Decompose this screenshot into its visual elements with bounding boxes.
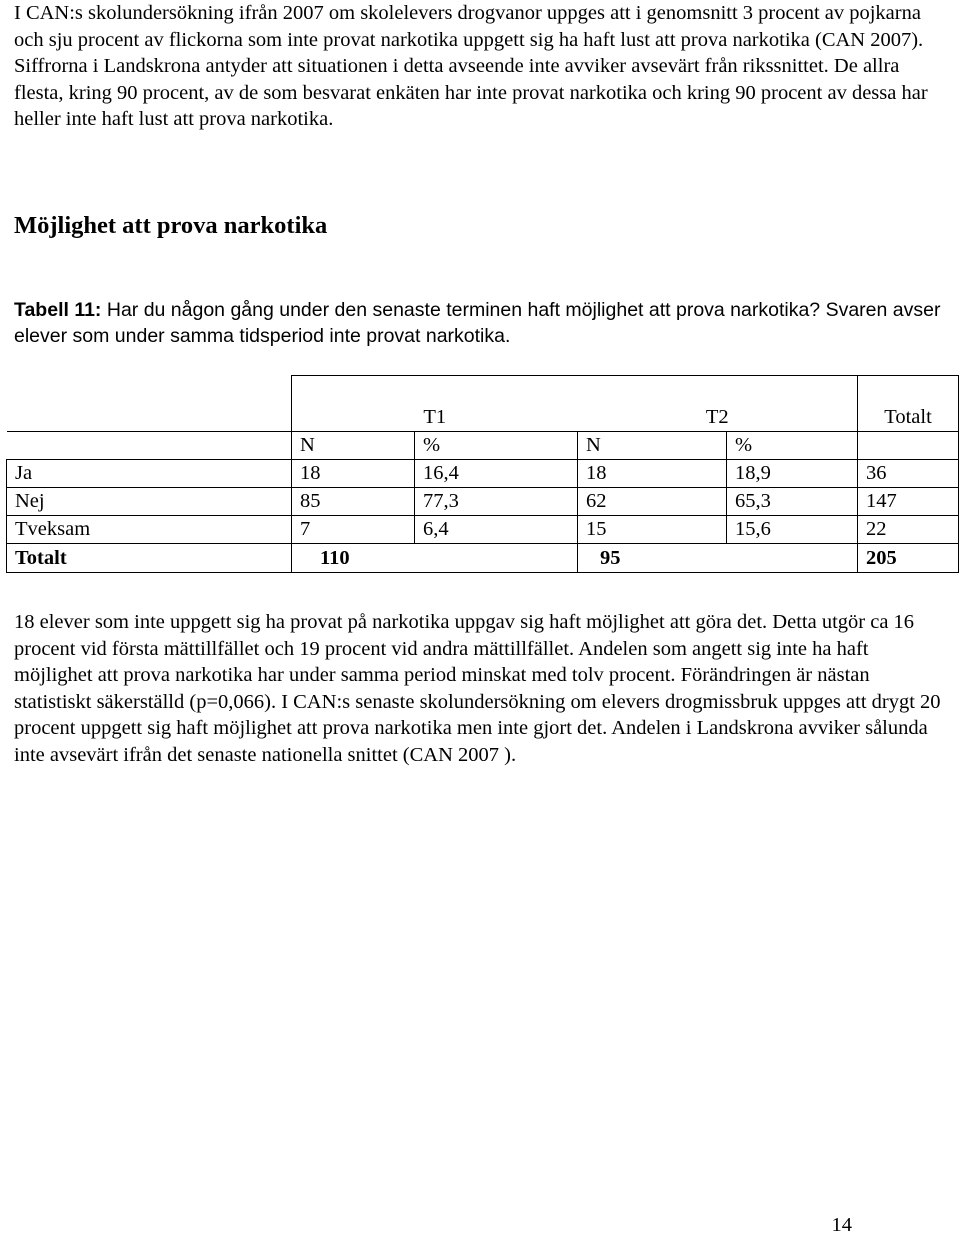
cell-total: 147: [858, 488, 959, 516]
page-number: 14: [831, 1214, 852, 1236]
cell-t1-pct: 77,3: [415, 488, 578, 516]
table-corner-cell: [7, 376, 292, 432]
row-label: Nej: [7, 488, 292, 516]
total-total: 205: [858, 544, 959, 573]
cell-total: 36: [858, 460, 959, 488]
sub-header-empty: [7, 432, 292, 460]
cell-t2-pct: 65,3: [727, 488, 858, 516]
sub-header-t1-pct: %: [415, 432, 578, 460]
cell-t1-n: 85: [292, 488, 415, 516]
row-label: Tveksam: [7, 516, 292, 544]
data-table: [6, 375, 959, 573]
total-t2-pct-empty: [727, 544, 858, 573]
sub-header-total-empty: [858, 432, 959, 460]
total-t2: 95: [578, 544, 727, 573]
table-caption: [14, 297, 946, 349]
analysis-paragraph: 18 elever som inte uppgett sig ha provat på narkotika uppgav sig haft möjlighet att göra det. Detta utgör ca 16 procent vid första mättillfället och 19 procent vid andra mättillfället. Andelen som angett sig inte ha haft möjlighet att prova narkotika har under samma period minskat med tolv procent. Förändringen är nästan statistiskt säkerställd (p=0,066). I CAN:s senaste skolundersökning om elevers drogmissbruk uppges att drygt 20 procent uppgett sig haft möjlighet att prova narkotika men inte gjort det. Andelen i Landskrona avviker sålunda inte avsevärt ifrån det senaste nationella snittet (CAN 2007 ).: [14, 611, 941, 766]
cell-t2-n: 15: [578, 516, 727, 544]
cell-t1-pct: 16,4: [415, 460, 578, 488]
cell-t2-n: 62: [578, 488, 727, 516]
total-t1-pct-empty: [415, 544, 578, 573]
table-sub-header-row: [7, 432, 959, 460]
header-t2: T2: [578, 376, 858, 432]
cell-t1-n: 7: [292, 516, 415, 544]
table-group-header-row: [7, 376, 959, 432]
total-t1: 110: [292, 544, 415, 573]
cell-t2-n: 18: [578, 460, 727, 488]
cell-t1-pct: 6,4: [415, 516, 578, 544]
table-row: [7, 460, 959, 488]
sub-header-t2-pct: %: [727, 432, 858, 460]
table-caption-label: Tabell 11:: [14, 299, 102, 321]
total-row-label: Totalt: [7, 544, 292, 573]
row-label: Ja: [7, 460, 292, 488]
table-row: [7, 488, 959, 516]
header-totalt: Totalt: [858, 376, 959, 432]
header-t1: T1: [292, 376, 578, 432]
sub-header-t2-n: N: [578, 432, 727, 460]
cell-t2-pct: 15,6: [727, 516, 858, 544]
cell-total: 22: [858, 516, 959, 544]
table-row: [7, 516, 959, 544]
section-heading: Möjlighet att prova narkotika: [14, 212, 328, 239]
intro-paragraph: I CAN:s skolundersökning ifrån 2007 om skolelevers drogvanor uppges att i genomsnitt 3 procent av pojkarna och sju procent av flickorna som inte provat narkotika uppgett sig ha haft lust att prova narkotika (CAN 2007). Siffrorna i Landskrona antyder att situationen i detta avseende inte avviker avsevärt från rikssnittet. De allra flesta, kring 90 procent, av de som besvarat enkäten har inte provat narkotika och kring 90 procent av dessa har heller inte haft lust att prova narkotika.: [14, 2, 928, 131]
table-total-row: [7, 544, 959, 573]
cell-t1-n: 18: [292, 460, 415, 488]
sub-header-t1-n: N: [292, 432, 415, 460]
cell-t2-pct: 18,9: [727, 460, 858, 488]
table-caption-text: Har du någon gång under den senaste terminen haft möjlighet att prova narkotika? Svaren avser elever som under samma tidsperiod inte provat narkotika.: [14, 299, 941, 347]
